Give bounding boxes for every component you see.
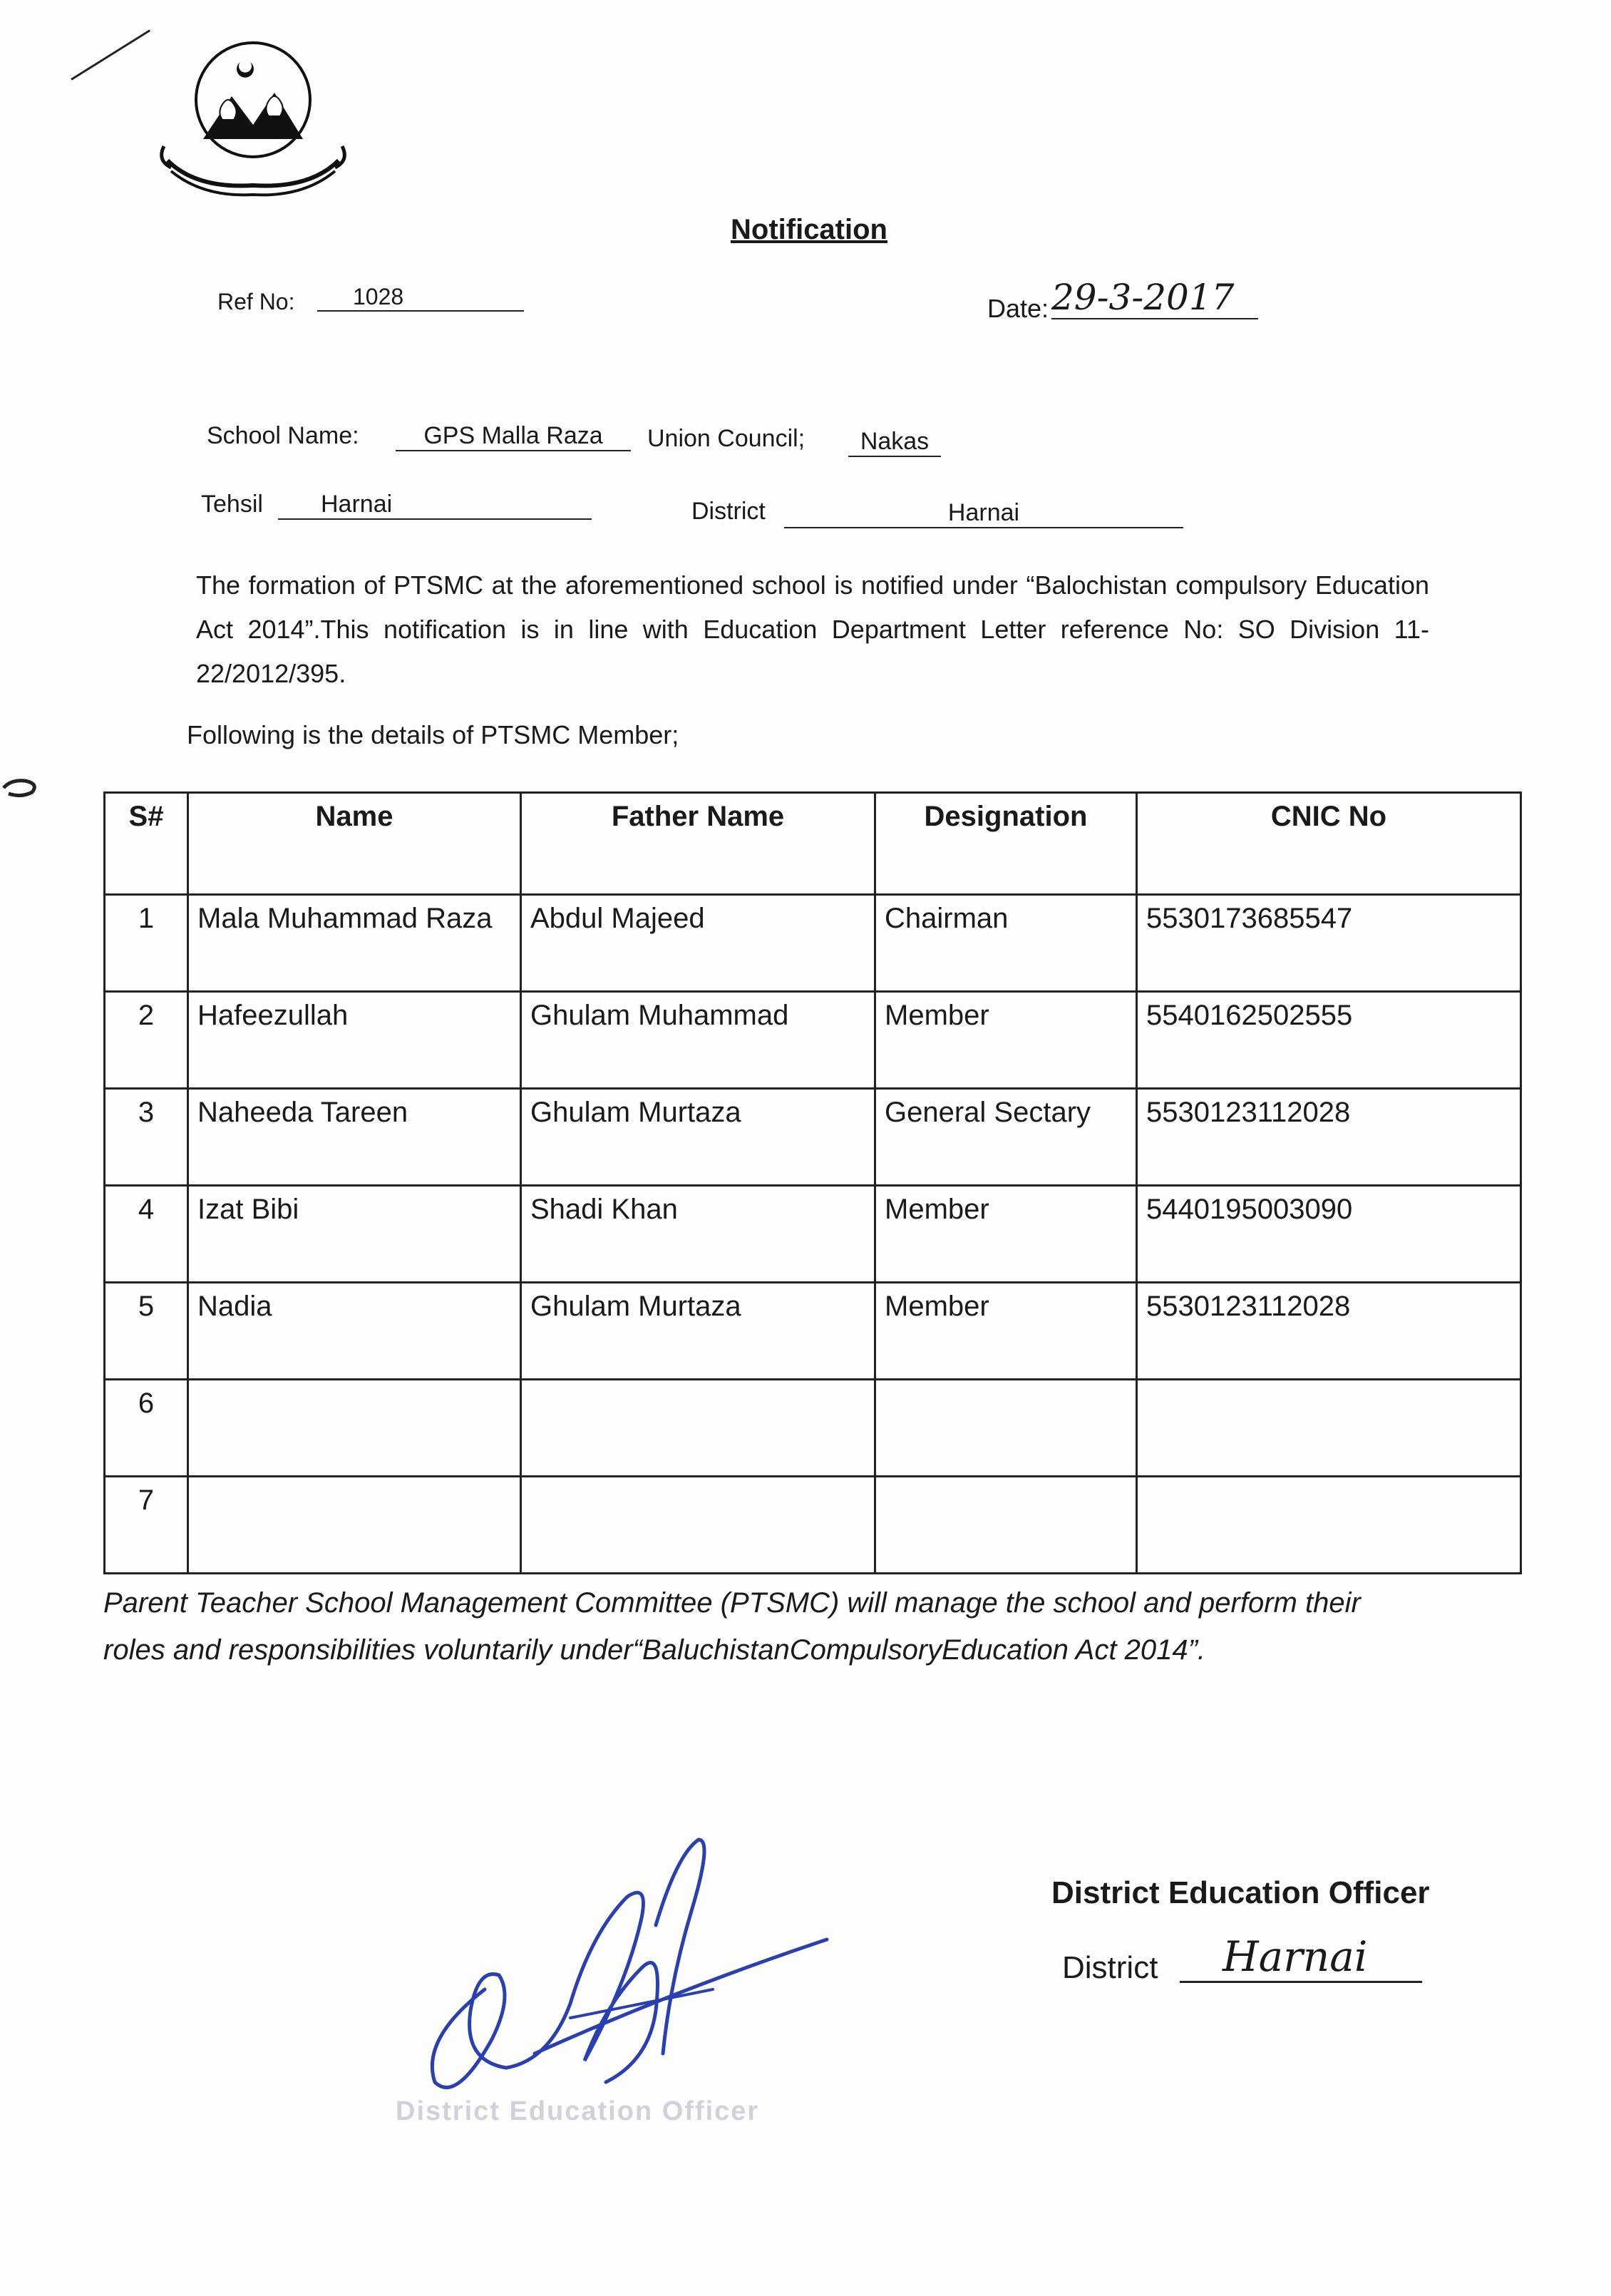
handwritten-signature — [392, 1825, 848, 2111]
cell-serial: 6 — [105, 1380, 188, 1477]
union-council-label: Union Council; — [647, 425, 806, 452]
cell-father-name: Ghulam Murtaza — [521, 1089, 875, 1186]
table-row — [105, 895, 1521, 992]
cell-father-name: Shadi Khan — [521, 1186, 875, 1283]
header-designation: Designation — [875, 793, 1137, 895]
faint-stamp-text: District Education Officer — [396, 2096, 760, 2126]
header-father-name: Father Name — [521, 793, 875, 895]
closing-text: Parent Teacher School Management Committee (PTSMC) will manage the school and perform their roles and responsibilities voluntarily under“BaluchistanCompulsoryEducation Act 2014”. — [103, 1587, 1361, 1666]
cell-name: Izat Bibi — [188, 1186, 521, 1283]
cell-name: Nadia — [188, 1283, 521, 1380]
table-row — [105, 1477, 1521, 1574]
tehsil-label: Tehsil — [201, 491, 263, 518]
cell-designation: General Sectary — [875, 1089, 1137, 1186]
cell-father-name: Ghulam Murtaza — [521, 1283, 875, 1380]
header-serial: S# — [105, 793, 188, 895]
header-cnic: CNIC No — [1137, 793, 1521, 895]
cell-serial: 3 — [105, 1089, 188, 1186]
cell-cnic: 5440195003090 — [1137, 1186, 1521, 1283]
date-value: 29-3-2017 — [1051, 277, 1258, 319]
district-value: Harnai — [784, 499, 1183, 528]
cell-father-name: Ghulam Muhammad — [521, 992, 875, 1089]
header-name: Name — [188, 793, 521, 895]
cell-serial: 7 — [105, 1477, 188, 1574]
table-header-row — [105, 793, 1521, 895]
table-row — [105, 1186, 1521, 1283]
balochistan-emblem-logo — [153, 39, 353, 200]
cell-designation: Member — [875, 1283, 1137, 1380]
closing-statement — [103, 1579, 1422, 1674]
notification-title: Notification — [731, 214, 887, 245]
cell-designation: Chairman — [875, 895, 1137, 992]
cell-serial: 4 — [105, 1186, 188, 1283]
ref-no-label: Ref No: — [217, 289, 295, 314]
cell-cnic — [1137, 1477, 1521, 1574]
cell-serial: 2 — [105, 992, 188, 1089]
cell-name — [188, 1477, 521, 1574]
school-name-value: GPS Malla Raza — [396, 422, 631, 451]
members-intro: Following is the details of PTSMC Member; — [187, 720, 679, 749]
cell-designation — [875, 1380, 1137, 1477]
cell-name — [188, 1380, 521, 1477]
cell-father-name — [521, 1477, 875, 1574]
cell-serial: 5 — [105, 1283, 188, 1380]
cell-name: Hafeezullah — [188, 992, 521, 1089]
table-row — [105, 1380, 1521, 1477]
ref-no-value: 1028 — [317, 284, 524, 312]
notification-paragraph — [196, 563, 1429, 696]
cell-father-name: Abdul Majeed — [521, 895, 875, 992]
cell-serial: 1 — [105, 895, 188, 992]
cell-designation: Member — [875, 992, 1137, 1089]
cell-designation — [875, 1477, 1137, 1574]
cell-cnic: 5530173685547 — [1137, 895, 1521, 992]
cell-cnic — [1137, 1380, 1521, 1477]
pen-stroke-mark — [71, 29, 150, 80]
date-label: Date: — [987, 294, 1049, 323]
union-council-value: Nakas — [848, 428, 941, 457]
cell-name: Naheeda Tareen — [188, 1089, 521, 1186]
cell-cnic: 5530123112028 — [1137, 1283, 1521, 1380]
school-name-label: School Name: — [207, 422, 359, 449]
cell-cnic: 5540162502555 — [1137, 992, 1521, 1089]
ptsmc-members-table — [103, 791, 1522, 1574]
table-row — [105, 992, 1521, 1089]
cell-name: Mala Muhammad Raza — [188, 895, 521, 992]
cell-designation: Member — [875, 1186, 1137, 1283]
table-row — [105, 1283, 1521, 1380]
officer-title: District Education Officer — [1051, 1875, 1430, 1910]
signature-district-value: Harnai — [1180, 1932, 1422, 1983]
table-row — [105, 1089, 1521, 1186]
tehsil-value: Harnai — [278, 491, 592, 520]
signature-district-label: District — [1062, 1950, 1158, 1985]
paragraph-text: The formation of PTSMC at the aforementioned school is notified under “Balochistan compulsory Education Act 2014”.This notification is in line with Education Department Letter reference No: SO Division 11-22/2012/395. — [196, 570, 1429, 688]
cell-cnic: 5530123112028 — [1137, 1089, 1521, 1186]
paper-clip-mark — [0, 774, 43, 802]
district-label: District — [691, 498, 766, 525]
cell-father-name — [521, 1380, 875, 1477]
